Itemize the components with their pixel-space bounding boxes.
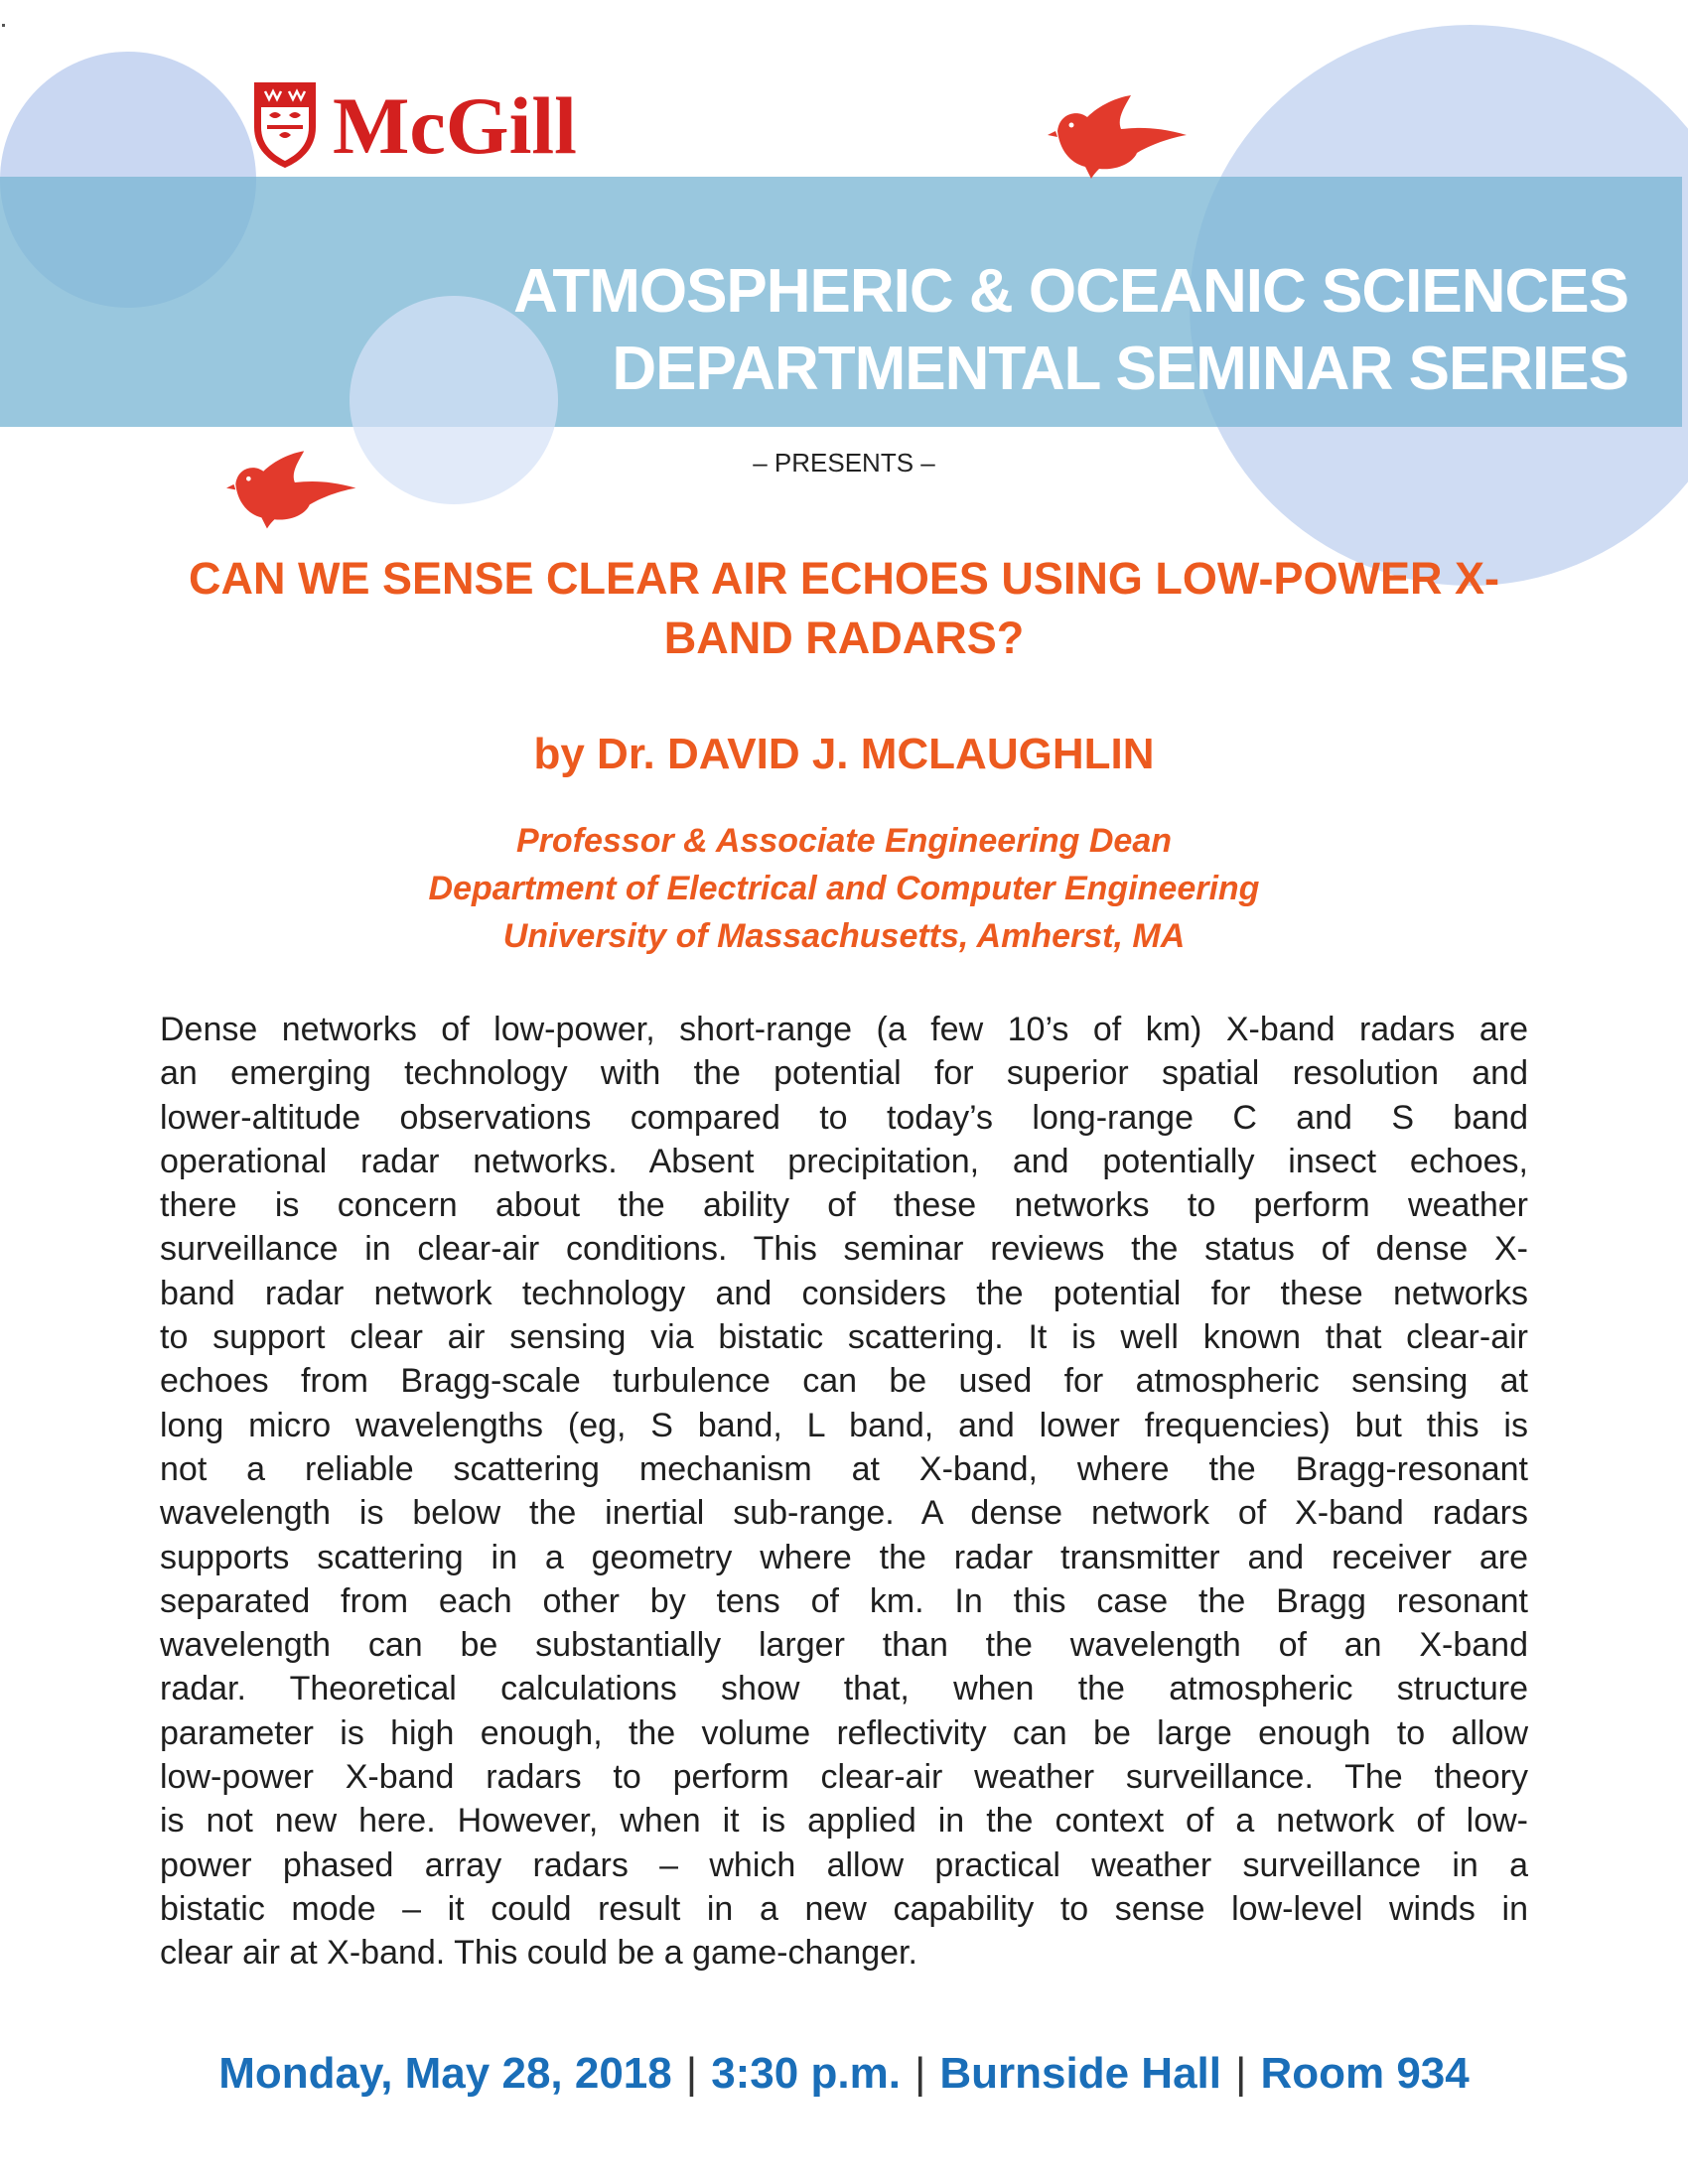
abstract-line: low-power X-band radars to perform clear-air weather surveillance. The theory — [160, 1758, 1528, 1797]
abstract-line: parameter is high enough, the volume reflectivity can be large enough to allow — [160, 1713, 1528, 1752]
abstract-line: there is concern about the ability of these networks to perform weather — [160, 1186, 1528, 1225]
speaker-university: University of Massachusetts, Amherst, MA — [502, 917, 1186, 955]
abstract-line: an emerging technology with the potential for superior spatial resolution and — [160, 1054, 1528, 1093]
abstract-line: lower-altitude observations compared to today’s long-range C and S band — [160, 1098, 1528, 1137]
abstract-line: long micro wavelengths (eg, S band, L band, and lower frequencies) but this is — [160, 1406, 1528, 1444]
abstract-text — [160, 1008, 1528, 1976]
event-details — [0, 2049, 1688, 2099]
abstract-line: wavelength is below the inertial sub-range. A dense network of X-band radars — [160, 1494, 1528, 1533]
abstract-line: radar. Theoretical calculations show that, when the atmospheric structure — [160, 1670, 1528, 1708]
abstract-line: supports scattering in a geometry where the radar transmitter and receiver are — [160, 1538, 1528, 1576]
event-time: 3:30 p.m. — [711, 2049, 901, 2098]
seminar-series-title — [338, 253, 1628, 408]
mcgill-logo — [253, 81, 650, 171]
abstract-line: not a reliable scattering mechanism at X-band, where the Bragg-resonant — [160, 1449, 1528, 1488]
speaker-name: by Dr. DAVID J. MCLAUGHLIN — [533, 730, 1155, 778]
series-title-line-1: ATMOSPHERIC & OCEANIC SCIENCES — [513, 257, 1628, 326]
series-title-line-2: DEPARTMENTAL SEMINAR SERIES — [612, 335, 1628, 403]
abstract-line: clear air at X-band. This could be a game-changer. — [160, 1934, 917, 1973]
abstract-line: is not new here. However, when it is applied in the context of a network of low- — [160, 1802, 1528, 1841]
talk-title-line-1: CAN WE SENSE CLEAR AIR ECHOES USING LOW-POWER X- — [189, 553, 1499, 604]
page-speck — [2, 24, 5, 27]
event-building: Burnside Hall — [939, 2049, 1221, 2098]
talk-title-line-2: BAND RADARS? — [663, 613, 1025, 663]
event-date: Monday, May 28, 2018 — [218, 2049, 672, 2098]
abstract-line: echoes from Bragg-scale turbulence can be used for atmospheric sensing at — [160, 1362, 1528, 1401]
abstract-line: Dense networks of low-power, short-range (a few 10’s of km) X-band radars are — [160, 1011, 1528, 1048]
red-bird-icon — [1048, 91, 1192, 181]
event-room: Room 934 — [1260, 2049, 1470, 2098]
abstract-line: band radar network technology and considers the potential for these networks — [160, 1274, 1528, 1312]
abstract-line: to support clear air sensing via bistatic scattering. It is well known that clear-air — [160, 1318, 1528, 1357]
event-separator: | — [685, 2049, 698, 2098]
event-separator: | — [1235, 2049, 1247, 2098]
abstract-line: wavelength can be substantially larger than the wavelength of an X-band — [160, 1626, 1528, 1665]
presents-label: – PRESENTS – — [753, 448, 935, 478]
abstract-line: power phased array radars – which allow practical weather surveillance in a — [160, 1845, 1528, 1884]
abstract-line: bistatic mode – it could result in a new capability to sense low-level winds in — [160, 1889, 1528, 1928]
mcgill-wordmark: McGill — [333, 80, 577, 171]
abstract-line: surveillance in clear-air conditions. This seminar reviews the status of dense X- — [160, 1230, 1528, 1269]
talk-title — [149, 549, 1539, 668]
speaker-department: Department of Electrical and Computer Engineering — [428, 870, 1260, 907]
speaker-position: Professor & Associate Engineering Dean — [515, 822, 1173, 860]
event-separator: | — [914, 2049, 926, 2098]
abstract-line: separated from each other by tens of km. In this case the Bragg resonant — [160, 1581, 1528, 1620]
abstract-line: operational radar networks. Absent precipitation, and potentially insect echoes, — [160, 1142, 1528, 1180]
mcgill-crest-icon — [253, 81, 317, 169]
